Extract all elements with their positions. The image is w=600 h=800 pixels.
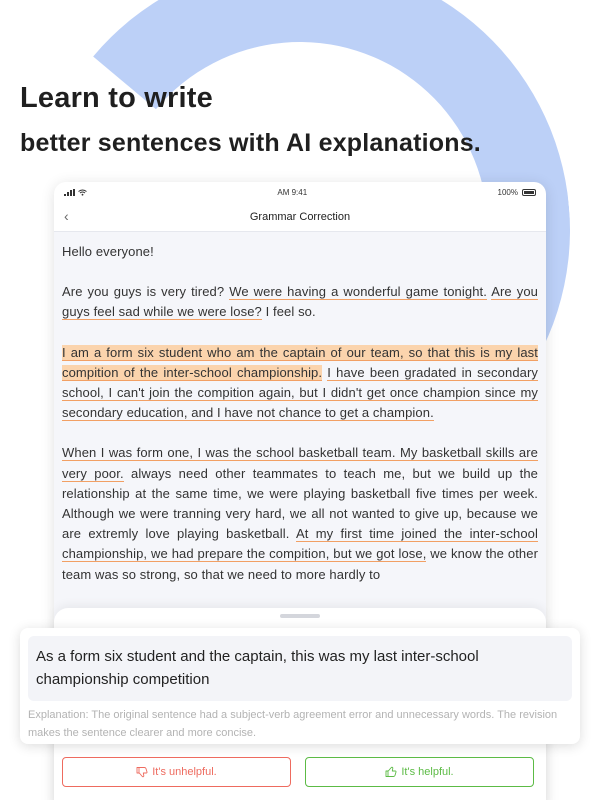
flagged-sentence[interactable]: When I was form one, I was the school basketball team. My basketball skills are very poor. [62, 445, 538, 481]
essay-paragraph [62, 343, 538, 424]
sheet-drag-handle[interactable] [280, 614, 320, 618]
helpful-button[interactable] [305, 757, 534, 787]
suggested-sentence: As a form six student and the captain, this was my last inter-school championship competition [28, 636, 572, 701]
helpful-label: It's helpful. [401, 766, 454, 778]
flagged-sentence[interactable]: We were having a wonderful game tonight. [229, 284, 487, 300]
essay-paragraph [62, 443, 538, 584]
flagged-sentence[interactable]: Are you guys feel sad while we were lose? [62, 284, 539, 320]
feedback-buttons [62, 757, 534, 787]
essay-paragraph [62, 282, 538, 322]
back-chevron-icon[interactable]: ‹ [64, 208, 69, 224]
navigation-bar [54, 202, 546, 232]
plain-text: I feel so. [261, 304, 316, 320]
flagged-sentence[interactable]: I have been gradated in secondary school, I can't join the compition again, but I didn't get once champion since my secondary education, and I have not chance to get a champion. [62, 364, 539, 421]
suggestion-card [20, 628, 580, 744]
selected-flagged-sentence[interactable]: I am a form six student who am the captain of our team, so that this is my last compition of the inter-school championship. [62, 344, 538, 380]
signal-group [64, 189, 87, 196]
plain-text: Are you guys is very tired? [62, 284, 230, 300]
flagged-sentence[interactable]: At my first time joined the inter-school championship, we had prepare the compition, but we got lose, [62, 526, 539, 562]
unhelpful-label: It's unhelpful. [152, 766, 217, 778]
battery-percent: 100% [497, 187, 518, 197]
headline-line-1: Learn to write [20, 82, 213, 114]
thumbs-up-icon [385, 766, 397, 778]
wifi-icon [78, 189, 87, 196]
status-bar [54, 182, 546, 202]
plain-text: always need other teammates to teach me, but we build up the relationship at the same time, we were playing basketball five times per week. Although we were tranning very hard, we all not wanted to give up, because we are extremly love playing basketball. [62, 465, 538, 542]
thumbs-down-icon [136, 766, 148, 778]
status-time: AM 9:41 [277, 187, 308, 197]
signal-icon [64, 189, 75, 196]
marketing-headline [20, 82, 481, 158]
headline-line-2: better sentences with AI explanations. [20, 129, 481, 157]
plain-text: we know the other team was so strong, so that we need to more hardly to [62, 546, 538, 582]
unhelpful-button[interactable] [62, 757, 291, 787]
page-title: Grammar Correction [249, 210, 351, 223]
explanation-text: Explanation: The original sentence had a subject-verb agreement error and unnecessary words. The revision makes the sentence clearer and more concise. [28, 709, 558, 739]
essay-greeting: Hello everyone! [62, 244, 154, 259]
battery-icon [522, 189, 536, 196]
